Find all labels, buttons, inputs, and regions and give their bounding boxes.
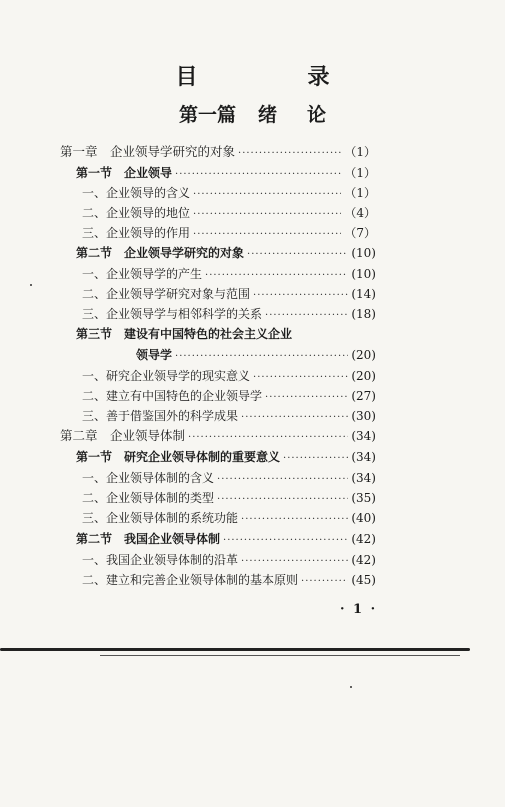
entry-page: (42) <box>351 553 376 567</box>
entry-label: 领导学 <box>136 348 173 362</box>
entry-label: 三、企业领导的作用 <box>82 226 191 240</box>
toc-entry <box>82 550 376 570</box>
scan-speck <box>350 686 352 688</box>
entry-page: (34) <box>351 429 376 443</box>
entry-label: 一、研究企业领导学的现实意义 <box>82 369 251 383</box>
toc-entry <box>82 284 376 304</box>
scan-edge-line <box>0 648 470 651</box>
entry-label: 二、企业领导的地位 <box>82 206 191 220</box>
entry-page: （1） <box>344 186 376 200</box>
toc-entry-chapter <box>60 426 376 446</box>
toc-entry <box>82 223 376 243</box>
entry-label: 第一节 企业领导 <box>76 166 173 180</box>
entry-label: 三、企业领导学与相邻科学的关系 <box>82 307 263 321</box>
toc-entry <box>82 386 376 406</box>
entry-label: 第一章 企业领导学研究的对象 <box>60 144 236 159</box>
toc-entry-section <box>76 163 376 183</box>
part-label: 第一篇 <box>178 104 236 126</box>
entry-page: (20) <box>351 348 376 362</box>
toc-entry-section <box>76 243 376 263</box>
entry-label: 二、建立有中国特色的企业领导学 <box>82 389 263 403</box>
entry-label: 第三节 建设有中国特色的社会主义企业 <box>76 327 293 341</box>
entry-page: (18) <box>351 307 376 321</box>
entry-page: (14) <box>351 287 376 301</box>
toc-entry <box>82 406 376 426</box>
toc-entry <box>82 488 376 508</box>
scan-edge-line-thin <box>100 655 460 656</box>
toc-entry <box>82 468 376 488</box>
entry-label: 二、企业领导学研究对象与范围 <box>82 287 251 301</box>
toc-entry-chapter <box>60 142 376 162</box>
page-title: 目 录 <box>175 64 374 90</box>
entry-page: (34) <box>351 471 376 485</box>
entry-label: 第二节 企业领导学研究的对象 <box>76 246 245 260</box>
entry-page: (10) <box>351 267 376 281</box>
entry-label: 第二章 企业领导体制 <box>60 428 186 443</box>
entry-label: 二、企业领导体制的类型 <box>82 491 215 505</box>
entry-label: 一、我国企业领导体制的沿革 <box>82 553 239 567</box>
toc-entry <box>82 203 376 223</box>
entry-page: (34) <box>351 450 376 464</box>
entry-page: （1） <box>344 145 376 159</box>
toc-entry-section <box>76 324 376 344</box>
toc-entry-section-cont <box>136 345 376 365</box>
entry-page: (20) <box>351 369 376 383</box>
entry-page: (45) <box>351 573 376 587</box>
entry-page: （4） <box>344 206 376 220</box>
toc-entry <box>82 570 376 590</box>
toc-entry-section <box>76 529 376 549</box>
toc-entry <box>82 304 376 324</box>
part-name-b: 论 <box>307 104 327 126</box>
page-number: · 1 · <box>340 602 378 617</box>
entry-label: 二、建立和完善企业领导体制的基本原则 <box>82 573 299 587</box>
scan-speck <box>30 284 32 286</box>
entry-page: (42) <box>351 532 376 546</box>
entry-label: 一、企业领导学的产生 <box>82 267 203 281</box>
toc-entry <box>82 366 376 386</box>
toc-entry <box>82 508 376 528</box>
entry-page: (27) <box>351 389 376 403</box>
entry-page: （1） <box>344 166 376 180</box>
toc-entry-section <box>76 447 376 467</box>
part-name-a: 绪 <box>257 104 277 126</box>
entry-page: (35) <box>351 491 376 505</box>
toc-entry <box>82 183 376 203</box>
entry-label: 一、企业领导的含义 <box>82 186 191 200</box>
entry-page: （7） <box>344 226 376 240</box>
entry-page: (10) <box>351 246 376 260</box>
part-title <box>0 100 505 127</box>
entry-page: (30) <box>351 409 376 423</box>
entry-label: 三、企业领导体制的系统功能 <box>82 511 239 525</box>
entry-page: (40) <box>351 511 376 525</box>
entry-label: 三、善于借鉴国外的科学成果 <box>82 409 239 423</box>
entry-label: 第一节 研究企业领导体制的重要意义 <box>76 450 281 464</box>
entry-label: 第二节 我国企业领导体制 <box>76 532 221 546</box>
entry-label: 一、企业领导体制的含义 <box>82 471 215 485</box>
toc-entry <box>82 264 376 284</box>
